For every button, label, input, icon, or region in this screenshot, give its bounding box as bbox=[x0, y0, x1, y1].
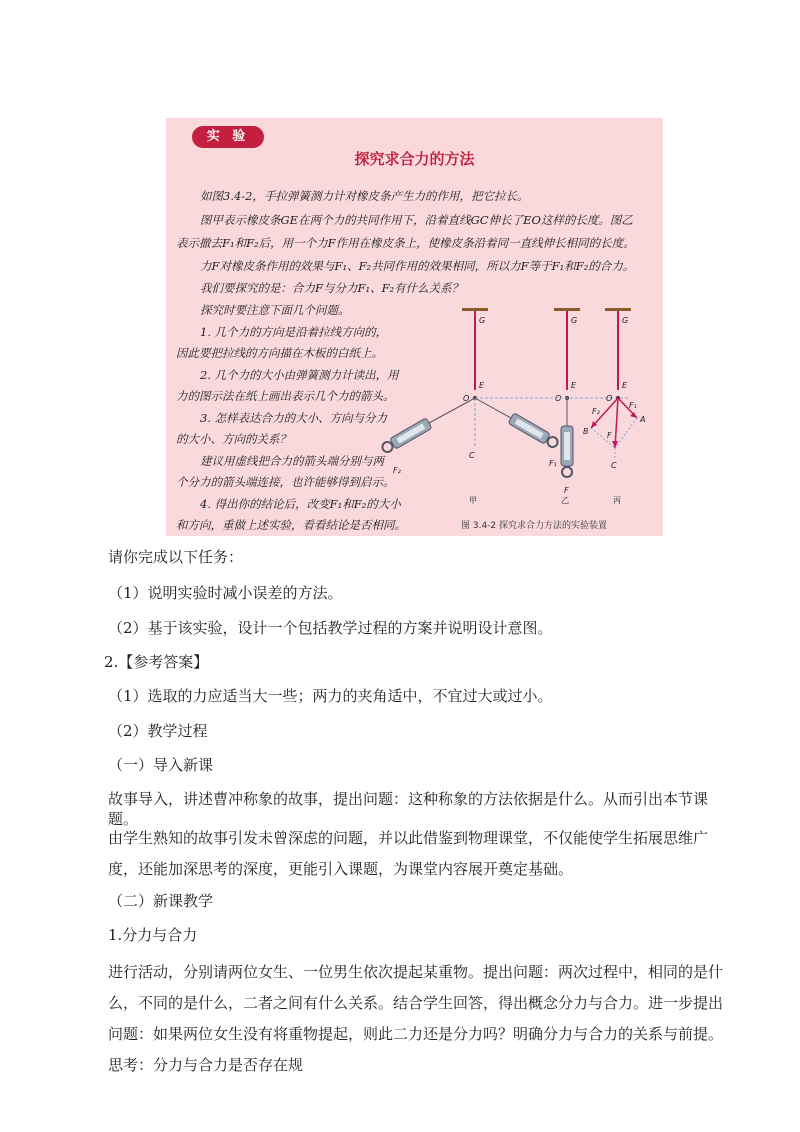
label-b: B bbox=[583, 427, 589, 436]
label-g: G bbox=[479, 316, 486, 325]
experiment-title: 探究求合力的方法 bbox=[354, 150, 475, 168]
label-c: C bbox=[611, 461, 617, 470]
spring-balance-right bbox=[508, 413, 560, 450]
task-intro: 请你完成以下任务： bbox=[108, 548, 244, 566]
experiment-paragraph: 表示撤去F₁和F₂后，用一个力F作用在橡皮条上，使橡皮条沿着同一直线伸长相同的长度。 bbox=[176, 236, 635, 250]
label-jia: 甲 bbox=[469, 496, 477, 505]
experiment-step: 因此要把拉线的方向描在木板的白纸上。 bbox=[176, 346, 383, 360]
arrowhead bbox=[630, 412, 637, 418]
experiment-step: 建议用虚线把合力的箭头端分别与两 bbox=[200, 454, 384, 468]
experiment-paragraph: 图甲表示橡皮条GE在两个力的共同作用下，沿着直线GC伸长了EO这样的长度。图乙 bbox=[200, 213, 633, 227]
anchor-bar bbox=[605, 308, 631, 311]
dashed-connector bbox=[615, 418, 637, 448]
label-o: O bbox=[463, 394, 470, 403]
label-e: E bbox=[571, 381, 577, 390]
experiment-figure bbox=[393, 308, 659, 518]
answer-item-2: （2）教学过程 bbox=[108, 722, 208, 740]
label-f2: F₂ bbox=[592, 407, 600, 416]
spring-balance-left bbox=[380, 418, 432, 455]
label-g: G bbox=[622, 316, 629, 325]
string-left bbox=[429, 398, 475, 423]
experiment-step: 4. 得出你的结论后，改变F₁和F₂的大小 bbox=[200, 497, 401, 511]
paragraph: 进行活动，分别请两位女生、一位男生依次提起某重物。提出问题：两次过程中，相同的是什么，不同的是什么，二者之间有什么关系。结合学生回答，得出概念分力与合力。进一步提出问题：如果两位女生没有将重物提起，则此二力还是分力吗？明确分力与合力的关系与前提。思考：分力与合力是否存在规 bbox=[108, 963, 724, 1074]
experiment-box bbox=[166, 118, 663, 536]
subheading: 1.分力与合力 bbox=[108, 926, 198, 944]
experiment-step: 和方向，重做上述实验，看看结论是否相同。 bbox=[176, 518, 406, 532]
experiment-paragraph: 探究时要注意下面几个问题。 bbox=[200, 303, 350, 317]
string-right bbox=[475, 398, 511, 418]
label-e: E bbox=[622, 381, 628, 390]
label-f2: F₂ bbox=[393, 466, 401, 475]
label-o: O bbox=[555, 394, 562, 403]
experiment-step: 2. 几个力的大小由弹簧测力计读出，用 bbox=[200, 368, 399, 382]
paragraph: 故事导入，讲述曹冲称象的故事，提出问题：这种称象的方法依据是什么。从而引出本节课题。 bbox=[108, 790, 709, 828]
label-f: F bbox=[607, 431, 612, 440]
label-a: A bbox=[640, 415, 646, 424]
experiment-paragraph: 我们要探究的是：合力F与分力F₁、F₂有什么关系？ bbox=[200, 281, 464, 295]
anchor-bar bbox=[462, 308, 488, 311]
label-yi: 乙 bbox=[561, 496, 569, 505]
section-heading-2: （二）新课教学 bbox=[108, 892, 214, 910]
anchor-bar bbox=[554, 308, 580, 311]
label-f1: F₁ bbox=[549, 459, 557, 468]
experiment-paragraph: 如图3.4-2，手拉弹簧测力计对橡皮条产生力的作用，把它拉长。 bbox=[200, 189, 529, 203]
label-f: F bbox=[564, 486, 569, 495]
experiment-step: 力的图示法在纸上画出表示几个力的箭头。 bbox=[176, 389, 395, 403]
figure-caption: 图 3.4-2 探究求合力方法的实验装置 bbox=[461, 521, 608, 531]
section-heading-1: （一）导入新课 bbox=[108, 756, 214, 774]
experiment-badge: 实 验 bbox=[192, 126, 264, 148]
label-o: O bbox=[606, 394, 613, 403]
force-arrow-f bbox=[615, 398, 618, 448]
experiment-paragraph: 力F对橡皮条作用的效果与F₁、F₂共同作用的效果相同，所以力F等于F₁和F₂的合力。 bbox=[200, 259, 635, 273]
experiment-step: 的大小、方向的关系？ bbox=[176, 432, 291, 446]
task-item-2: （2）基于该实验，设计一个包括教学过程的方案并说明设计意图。 bbox=[108, 619, 553, 637]
answer-item-1: （1）选取的力应适当大一些；两力的夹角适中，不宜过大或过小。 bbox=[108, 687, 553, 705]
answer-heading: 2.【参考答案】 bbox=[104, 653, 209, 671]
label-c: C bbox=[469, 451, 475, 460]
paragraph: 由学生熟知的故事引发未曾深虑的问题，并以此借鉴到物理课堂，不仅能使学生拓展思维广度，还能加深思考的深度，更能引入课题，为课堂内容展开奠定基础。 bbox=[108, 829, 709, 878]
label-bing: 丙 bbox=[613, 496, 621, 505]
task-item-1: （1）说明实验时减小误差的方法。 bbox=[108, 584, 343, 602]
experiment-step: 个分力的箭头端连接，也许能够得到启示。 bbox=[176, 475, 395, 489]
label-e: E bbox=[479, 381, 485, 390]
spring-balance-down bbox=[561, 426, 573, 477]
experiment-step: 3. 怎样表达合力的大小、方向与分力 bbox=[200, 411, 388, 425]
experiment-step: 1. 几个力的方向是沿着拉线方向的， bbox=[200, 325, 388, 339]
label-g: G bbox=[571, 316, 578, 325]
label-f1: F₁ bbox=[629, 401, 637, 410]
